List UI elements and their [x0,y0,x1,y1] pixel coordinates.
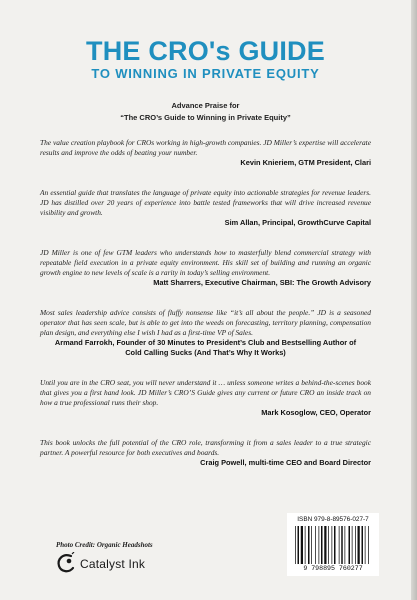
book-title: THE CRO's GUIDE [86,36,325,66]
isbn-digits: 9 798895 760277 [303,565,363,572]
praise-quote [40,188,371,228]
praise-quote [40,138,371,168]
quote-attribution: Craig Powell, multi-time CEO and Board Director [200,458,371,467]
photo-credit: Photo Credit: Organic Headshots [56,541,153,549]
publisher-name: Catalyst Ink [80,557,146,571]
praise-quotes [40,138,371,488]
quote-text: An essential guide that translates the language of private equity into actionable strategies for revenue leaders. JD has distilled over 20 years of experience into battle tested frameworks that will drive increased revenue visibility and growth. [40,188,371,217]
praise-heading-line2: “The CRO’s Guide to Winning in Private Equity” [120,113,291,122]
quote-attribution: Mark Kosoglow, CEO, Operator [261,408,371,417]
book-subtitle: TO WINNING IN PRIVATE EQUITY [91,66,320,81]
barcode-icon [293,526,373,564]
quote-text: JD Miller is one of few GTM leaders who understands how to masterfully blend commercial strategy with repeatable field execution in a private equity environment. His skill set of building and running an organic growth engine to new levels of scale is a rarity in today’s selling environment. [40,248,371,277]
publisher-mark [56,552,176,576]
praise-quote [40,248,371,288]
praise-quote [40,378,371,418]
quote-attribution: Matt Sharrers, Executive Chairman, SBI: The Growth Advisory [153,278,371,287]
quote-attribution-line1: Armand Farrokh, Founder of 30 Minutes to President’s Club and Bestselling Author of [54,338,357,347]
quote-attribution-line2: Cold Calling Sucks (And That’s Why It Works) [125,348,286,357]
quote-text: Until you are in the CRO seat, you will never understand it … unless someone writes a behind-the-scenes book that gives you a first hand look. JD Miller’s CRO’S Guide gives any current or future CRO an inside track on how a true professional runs their shop. [40,378,371,407]
quote-text: Most sales leadership advice consists of fluffy nonsense like “it’s all about the people.” JD is a seasoned operator that has seen scale, but is able to get into the weeds on forecasting, territory planning, compensation plan design, and everything else I wish I had as a first-time VP of Sales. [40,308,371,337]
quote-attribution: Kevin Knieriem, GTM President, Clari [240,158,371,167]
book-spine-edge [411,0,417,600]
quote-text: The value creation playbook for CROs working in high-growth companies. JD Miller’s expertise will accelerate results and improve the odds of beating your number. [40,138,371,157]
isbn-label: ISBN 979-8-89576-027-7 [297,516,369,523]
praise-quote [40,438,371,468]
isbn-barcode-box [287,513,379,576]
quote-text: This book unlocks the full potential of the CRO role, transforming it from a sales leader to a true strategic partner. A powerful resource for both executives and boards. [40,438,371,457]
praise-heading [0,100,411,124]
quote-attribution: Sim Allan, Principal, GrowthCurve Capital [224,218,371,227]
praise-heading-line1: Advance Praise for [171,101,240,110]
publisher-logo-icon [56,552,76,574]
praise-quote [40,308,371,358]
